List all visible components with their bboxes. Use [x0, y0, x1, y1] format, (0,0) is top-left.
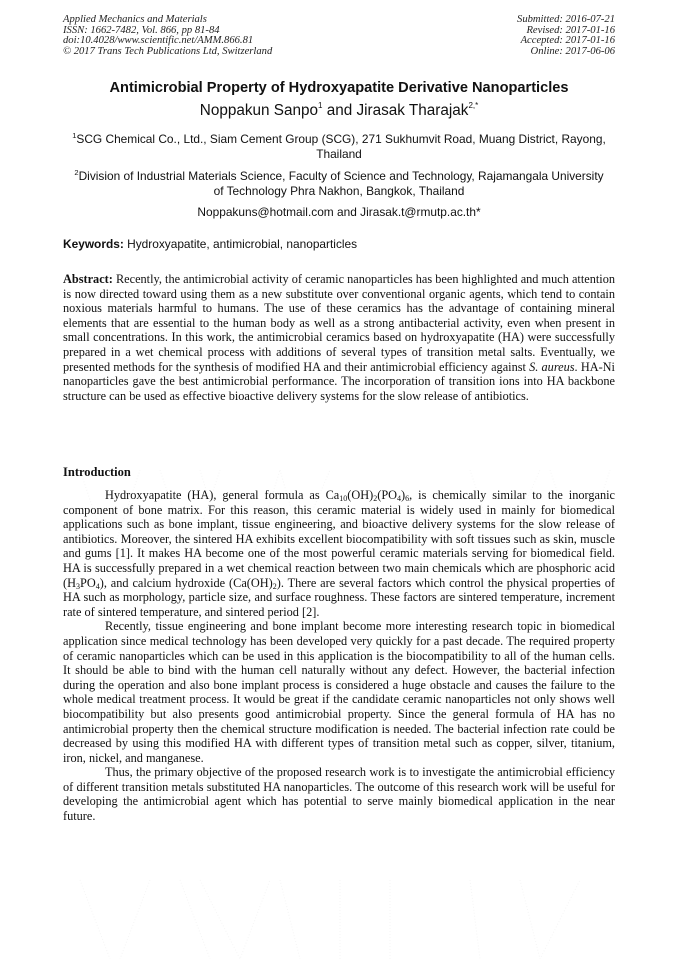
date-accepted: Accepted: 2017-01-16	[520, 35, 615, 47]
subscript: 2	[373, 494, 378, 503]
journal-info	[63, 15, 272, 57]
affiliation-2	[70, 166, 608, 198]
affiliation-2-text: Division of Industrial Materials Science, Faculty of Science and Technology, Rajamangala University of Technology Phra Nakhon, Bangkok, Thailand	[78, 169, 604, 198]
author-line	[0, 101, 678, 120]
text: (OH)	[347, 488, 374, 502]
paper-title: Antimicrobial Property of Hydroxyapatite Derivative Nanoparticles	[109, 80, 569, 96]
text: )	[401, 488, 406, 502]
author-emails[interactable]: Noppakuns@hotmail.com and Jirasak.t@rmutp.ac.th*	[197, 205, 481, 219]
text: (PO	[377, 488, 398, 502]
abstract	[63, 272, 615, 403]
subscript: 3	[75, 581, 80, 591]
text: , is chemically similar to the inorganic component of bone matrix. For this reason, this ceramic material is widely used in mainly for biomedical applications such as bone implant, tissue engineering, and bioactive delivery systems for the slow release of antibiotics. Moreover, the sintered HA exhibits excellent biocompatibility with soft tissues such as skin, muscle and gums [1]. It makes HA become one of the most powerful ceramic materials serving for biomedical field. HA is successfully prepared in a wet chemical reaction between two main chemicals which are phosphoric acid (H	[63, 488, 616, 590]
affiliation-1-mark: 1	[72, 131, 77, 140]
journal-name: Applied Mechanics and Materials	[63, 14, 207, 25]
date-revised: Revised: 2017-01-16	[526, 24, 615, 36]
affiliation-1	[70, 129, 608, 161]
date-submitted: Submitted: 2016-07-21	[517, 14, 615, 25]
journal-copyright: © 2017 Trans Tech Publications Ltd, Switzerland	[63, 45, 273, 57]
author-joiner: and	[322, 102, 357, 119]
subscript: 10	[339, 494, 348, 503]
text: ), and calcium hydroxide (Ca(OH)	[99, 575, 273, 590]
affiliation-2-mark: 2	[74, 168, 79, 177]
journal-issn: ISSN: 1662-7482, Vol. 866, pp 81-84	[63, 24, 220, 36]
text: PO	[79, 575, 96, 590]
author-2-affil-ref: 2,*	[468, 101, 479, 110]
subscript: 6	[405, 494, 410, 503]
intro-paragraph-3: Thus, the primary objective of the proposed research work is to investigate the antimicrobial efficiency of different transition metals substituted HA nanoparticles. The outcome of this research work will be useful for developing the antimicrobial agent which has potential to serve mainly biomedical application in the near future.	[63, 765, 615, 824]
publication-dates	[517, 15, 615, 57]
subscript: 4	[95, 581, 100, 591]
author-1: Noppakun Sanpo	[199, 102, 318, 119]
abstract-text-1: Recently, the antimicrobial activity of ceramic nanoparticles has been highlighted and much attention is now directed toward using them as a new substitute over conventional organic agents, which tend to contain noxious materials harmful to humans. The use of these ceramics has the advantage of containing mineral elements that are essential to the human body as well as a strong antibacterial activity, even when present in small concentrations. In this work, the antimicrobial ceramics based on hydroxyapatite (HA) were successfully prepared in a wet chemical process with additions of several types of transition metal salts. Eventually, we presented methods for the synthesis of modified HA and their antimicrobial efficiency against	[63, 272, 615, 374]
keywords-label: Keywords:	[63, 237, 124, 251]
abstract-organism: S. aureus	[529, 359, 575, 374]
intro-paragraph-1	[63, 488, 615, 619]
text: Hydroxyapatite (HA), general formula as Ca	[105, 488, 340, 502]
journal-doi[interactable]: doi:10.4028/www.scientific.net/AMM.866.81	[63, 35, 254, 47]
abstract-label: Abstract:	[63, 272, 113, 286]
keywords-text: Hydroxyapatite, antimicrobial, nanoparticles	[123, 237, 358, 251]
intro-paragraph-2: Recently, tissue engineering and bone implant become more interesting research topic in biomedical application since medical technology has been developed very quickly for a past decade. The required property of ceramic nanoparticles which can be used in this application is the biocompatibility to all of the human cells. It should be able to bind with the human cell naturally without any defect. However, the bacterial infection during the operation and also bone implant process is considered a huge obstacle and causes the failure to the whole medical treatment process. It would be great if the candidate ceramic nanoparticles not only shows well biocompatibility but also presents good antimicrobial property. Since the general formula of HA has no antimicrobial property then the chemical structure modification is needed. The bacterial infection rate could be decreased by using this modified HA with different types of transition metal such as copper, silver, titanium, iron, nickel, and manganese.	[63, 619, 615, 765]
abstract-text-2: . HA-Ni nanoparticles gave the best antimicrobial performance. The incorporation of transition ions into HA backbone structure can be used as effective bioactive delivery systems for the slow release of antibiotics.	[63, 359, 615, 403]
text: ). There are several factors which control the physical properties of HA such as morphology, particle size, and surface roughness. These factors are sintered temperature, increment rate of sintered temperature, and sintered period [2].	[63, 575, 615, 619]
section-heading-introduction: Introduction	[63, 465, 131, 479]
affiliation-1-text: SCG Chemical Co., Ltd., Siam Cement Group (SCG), 271 Sukhumvit Road, Muang District, Rayong, Thailand	[76, 132, 606, 161]
introduction-body	[63, 488, 615, 824]
subscript: 2	[272, 581, 277, 591]
author-1-affil-ref: 1	[318, 101, 323, 110]
date-online: Online: 2017-06-06	[530, 45, 615, 57]
subscript: 4	[397, 494, 402, 503]
author-2: Jirasak Tharajak	[356, 102, 469, 119]
keywords	[63, 237, 357, 251]
